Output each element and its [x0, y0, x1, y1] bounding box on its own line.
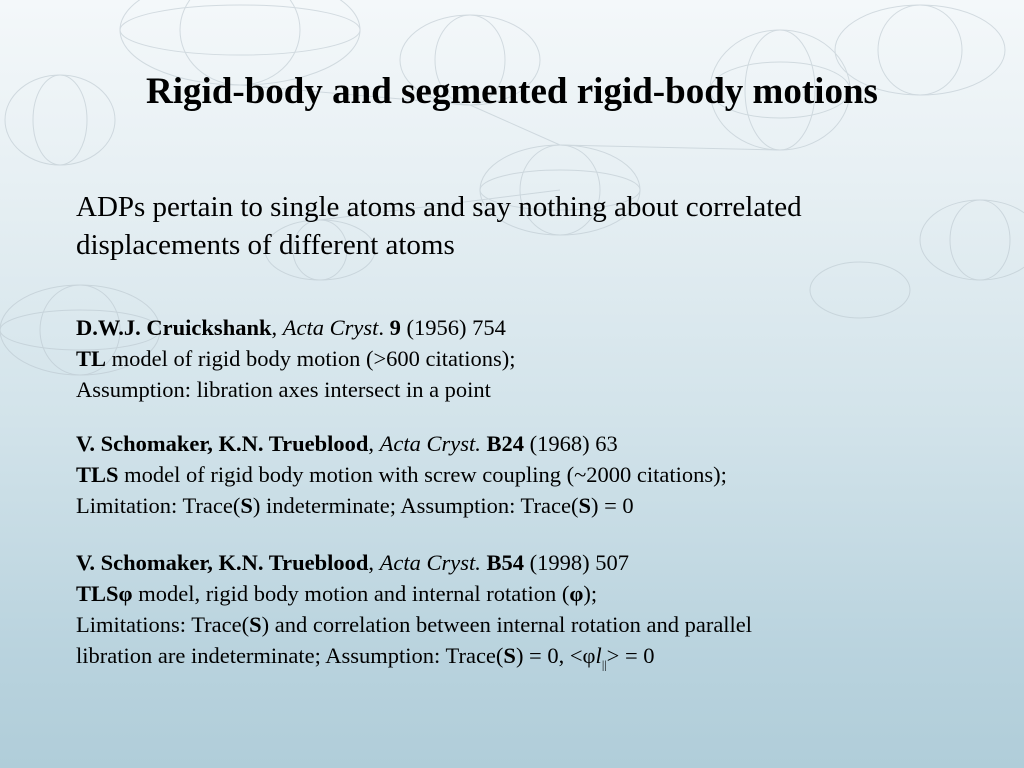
citation-line: V. Schomaker, K.N. Trueblood, Acta Cryst. B54 (1998) 507: [76, 550, 629, 575]
citation-journal: Acta Cryst.: [379, 431, 481, 456]
model-description: model of rigid body motion (>600 citations);: [106, 346, 516, 371]
assumption-line: libration are indeterminate; Assumption: Trace(S) = 0, $<\varphi l_{||}> = 0$: [76, 643, 655, 672]
intro-line-1: ADPs pertain to single atoms and say nothing about correlated: [76, 191, 802, 223]
reference-schomaker-1998: [76, 547, 976, 681]
note-line: Limitation: Trace(S) indeterminate; Assumption: Trace(S) = 0: [76, 493, 634, 518]
citation-journal: Acta Cryst.: [379, 550, 481, 575]
reference-schomaker-1968: [76, 428, 976, 521]
citation-authors: D.W.J. Cruickshank: [76, 315, 272, 340]
citation-year-pages: (1998) 507: [524, 550, 629, 575]
model-description: model of rigid body motion with screw coupling (~2000 citations);: [118, 462, 727, 487]
citation-line: V. Schomaker, K.N. Trueblood, Acta Cryst. B24 (1968) 63: [76, 431, 618, 456]
model-name: TL: [76, 346, 107, 371]
model-name: TLSφ: [76, 581, 133, 606]
citation-year-pages: (1956) 754: [400, 315, 506, 340]
reference-cruickshank: [76, 312, 976, 405]
citation-journal: Acta Cryst: [282, 315, 379, 340]
note-line: Assumption: libration axes intersect in a point: [76, 377, 491, 402]
model-line: [76, 459, 976, 490]
citation-line: D.W.J. Cruickshank, Acta Cryst. 9 (1956) 754: [76, 315, 506, 340]
model-line: TLSφ model, rigid body motion and internal rotation (φ);: [76, 581, 598, 606]
model-line: [76, 343, 976, 374]
limitation-line: Limitations: Trace(S) and correlation between internal rotation and parallel: [76, 612, 753, 637]
citation-volume: B54: [486, 550, 524, 575]
intro-line-2: displacements of different atoms: [76, 229, 455, 261]
model-name: TLS: [76, 462, 119, 487]
intro-text: [76, 188, 956, 264]
citation-volume: 9: [389, 315, 401, 340]
citation-authors: V. Schomaker, K.N. Trueblood: [76, 431, 369, 456]
citation-year-pages: (1968) 63: [524, 431, 618, 456]
citation-authors: V. Schomaker, K.N. Trueblood: [76, 550, 369, 575]
slide-title: Rigid-body and segmented rigid-body motions: [146, 71, 878, 112]
citation-volume: B24: [486, 431, 524, 456]
